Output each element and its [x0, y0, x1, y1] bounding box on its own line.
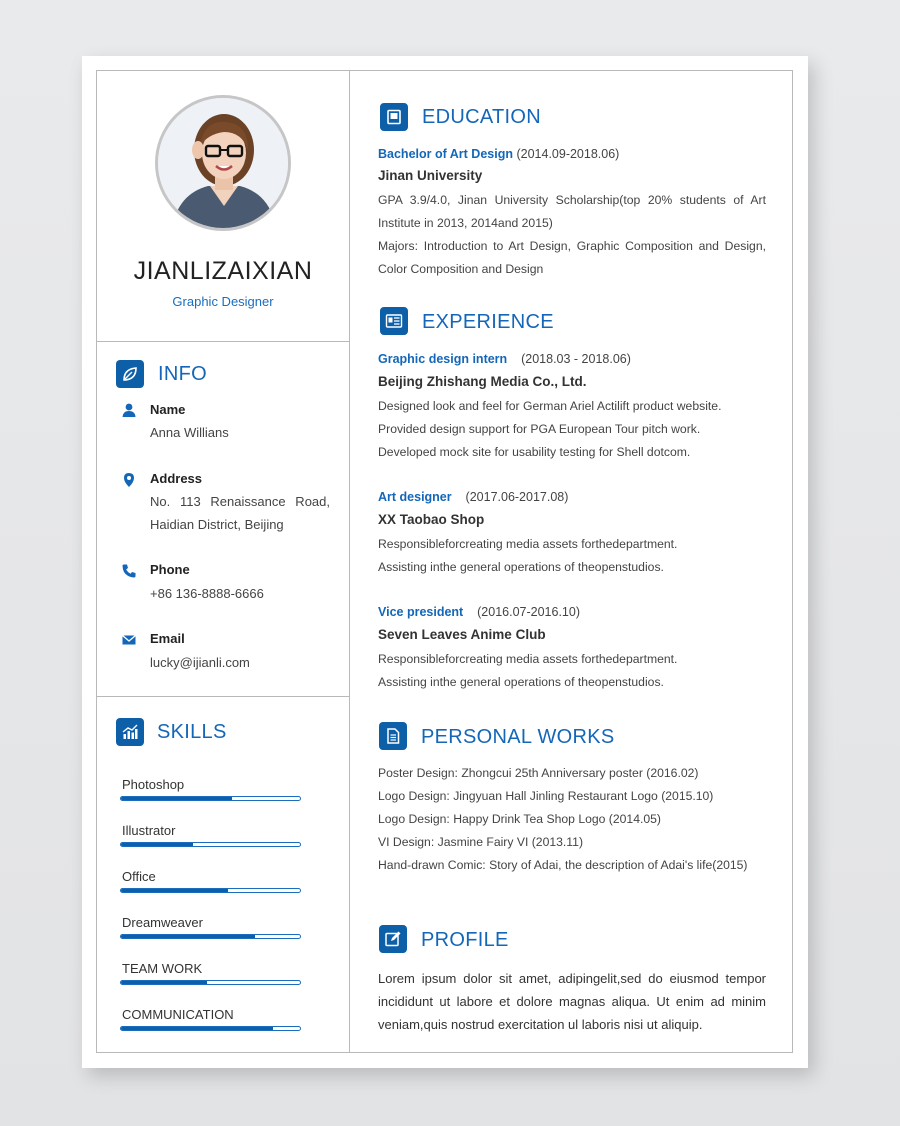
- skill-level-fill: [121, 797, 232, 800]
- leaf-icon: [116, 360, 144, 388]
- divider-profile-info: [97, 341, 349, 342]
- job-period: (2017.06-2017.08): [465, 490, 569, 504]
- spacer: [507, 352, 521, 366]
- experience-heading: EXPERIENCE: [422, 311, 554, 333]
- book-icon: [380, 103, 408, 131]
- profile-photo: [155, 95, 291, 231]
- resume-frame: [96, 70, 793, 1053]
- id-card-icon: [380, 307, 408, 335]
- skill-name: Illustrator: [122, 823, 176, 838]
- spacer: [452, 490, 466, 504]
- skill-level-bar: [120, 1026, 301, 1031]
- profile-text: Lorem ipsum dolor sit amet, adipingelit,sed do eiusmod tempor incididunt ut labore et dolore magnas aliqua. Ut enim ad minim veniam,quis nostrud exercitation ul laboris nisi ut aliquip.: [378, 971, 766, 1032]
- job-description-line: Developed mock site for usability testing for Shell dotcom.: [378, 445, 691, 459]
- info-name-value: Anna Willians: [150, 425, 229, 440]
- job-role: Vice president: [378, 605, 464, 619]
- info-address-value: No. 113 Renaissance Road, Haidian District, Beijing: [150, 494, 330, 532]
- chart-icon: [116, 718, 144, 746]
- job-company: Seven Leaves Anime Club: [378, 627, 546, 642]
- skill-name: COMMUNICATION: [122, 1007, 234, 1022]
- job-title-line: [378, 352, 631, 366]
- info-name-label: Name: [150, 402, 186, 417]
- skill-level-fill: [121, 1027, 273, 1030]
- skill-name: Photoshop: [122, 777, 185, 792]
- resume-page: [82, 56, 808, 1068]
- info-email-label: Email: [150, 631, 185, 646]
- job-company: Beijing Zhishang Media Co., Ltd.: [378, 374, 587, 389]
- mail-icon: [121, 632, 137, 648]
- location-pin-icon: [121, 472, 137, 488]
- edit-icon: [379, 925, 407, 953]
- job-role: Graphic design intern: [378, 352, 508, 366]
- document-icon: [379, 722, 407, 750]
- education-heading: EDUCATION: [422, 106, 541, 128]
- info-phone-value: +86 136-8888-6666: [150, 586, 264, 601]
- skill-level-bar: [120, 980, 301, 985]
- job-description-line: Responsibleforcreating media assets forthedepartment.: [378, 537, 678, 551]
- skill-level-fill: [121, 889, 228, 892]
- skills-heading: SKILLS: [157, 721, 227, 743]
- job-company: XX Taobao Shop: [378, 512, 485, 527]
- education-majors: Majors: Introduction to Art Design, Graphic Composition and Design, Color Composition and Design: [378, 239, 766, 276]
- works-heading: PERSONAL WORKS: [421, 726, 615, 748]
- skill-level-bar: [120, 842, 301, 847]
- skill-level-fill: [121, 981, 207, 984]
- job-description-line: Provided design support for PGA European Tour pitch work.: [378, 422, 701, 436]
- skill-level-fill: [121, 935, 255, 938]
- work-item: Hand-drawn Comic: Story of Adai, the description of Adai's life(2015): [378, 858, 748, 872]
- skill-name: Office: [122, 869, 156, 884]
- job-description-line: Responsibleforcreating media assets forthedepartment.: [378, 652, 678, 666]
- work-item: Logo Design: Jingyuan Hall Jinling Restaurant Logo (2015.10): [378, 789, 714, 803]
- divider-info-skills: [97, 696, 349, 697]
- education-degree: Bachelor of Art Design: [378, 147, 513, 161]
- education-period: (2014.09-2018.06): [516, 147, 620, 161]
- info-heading: INFO: [158, 363, 207, 385]
- spacer: [463, 605, 477, 619]
- education-school: Jinan University: [378, 168, 483, 183]
- info-email-value: lucky@ijianli.com: [150, 655, 250, 670]
- job-description-line: Assisting inthe general operations of theopenstudios.: [378, 675, 664, 689]
- skill-name: Dreamweaver: [122, 915, 203, 930]
- phone-icon: [121, 563, 137, 579]
- work-item: Poster Design: Zhongcui 25th Anniversary poster (2016.02): [378, 766, 699, 780]
- skill-level-bar: [120, 934, 301, 939]
- education-degree-line: [378, 147, 619, 161]
- skill-level-bar: [120, 796, 301, 801]
- info-address-label: Address: [150, 471, 203, 486]
- profile-heading: PROFILE: [421, 929, 509, 951]
- skill-level-bar: [120, 888, 301, 893]
- candidate-title: Graphic Designer: [172, 294, 274, 309]
- info-phone-label: Phone: [150, 562, 190, 577]
- avatar-illustration: [158, 98, 288, 228]
- skill-name: TEAM WORK: [122, 961, 203, 976]
- job-description-line: Assisting inthe general operations of theopenstudios.: [378, 560, 664, 574]
- job-role: Art designer: [378, 490, 452, 504]
- candidate-name: JIANLIZAIXIAN: [133, 257, 313, 285]
- job-title-line: [378, 490, 568, 504]
- job-period: (2016.07-2016.10): [477, 605, 580, 619]
- education-gpa: GPA 3.9/4.0, Jinan University Scholarship(top 20% students of Art Institute in 2013, 2014and 2015): [378, 193, 766, 230]
- person-icon: [121, 402, 137, 418]
- job-title-line: [378, 605, 580, 619]
- work-item: Logo Design: Happy Drink Tea Shop Logo (2014.05): [378, 812, 661, 826]
- job-period: (2018.03 - 2018.06): [521, 352, 631, 366]
- job-description-line: Designed look and feel for German Ariel Actilift product website.: [378, 399, 722, 413]
- skill-level-fill: [121, 843, 193, 846]
- column-divider: [349, 71, 350, 1052]
- work-item: VI Design: Jasmine Fairy VI (2013.11): [378, 835, 584, 849]
